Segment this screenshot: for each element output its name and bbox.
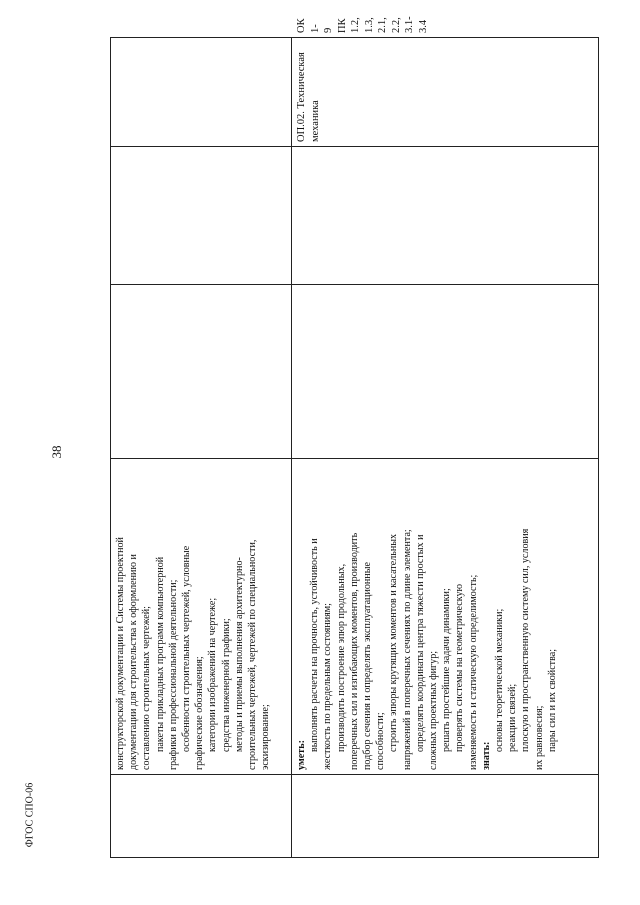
text-line: сложных проектных фигур; — [428, 650, 440, 770]
text-line: решать простейшие задачи динамики; — [441, 588, 453, 752]
text-line: жесткость по предельным состояниям; — [322, 603, 334, 770]
can-list — [308, 463, 480, 770]
hours-cell — [292, 147, 599, 285]
requirements-text — [295, 463, 559, 770]
index-cell — [111, 775, 292, 858]
text-line: напряжений в поперечных сечениях по длине элемента; — [401, 529, 413, 770]
index-cell — [292, 775, 599, 858]
text-line: средства инженерной графики; — [220, 618, 232, 752]
table-row — [111, 38, 292, 858]
text-line: их равновесия; — [533, 705, 545, 770]
footer-standard-code: ФГОС СПО-06 — [24, 782, 36, 848]
text-line: категории изображений на чертеже; — [207, 597, 219, 752]
text-line: проверять системы на геометрическую — [454, 583, 466, 752]
text-line: определять координаты центра тяжести простых и — [414, 534, 426, 752]
requirements-cell — [111, 459, 292, 775]
hours-cell — [111, 285, 292, 459]
discipline-cell — [111, 38, 292, 147]
text-line: строить эпюры крутящих моментов и касательных — [388, 533, 400, 752]
text-line: способности; — [375, 712, 387, 770]
hours-cell — [111, 147, 292, 285]
page-number: 38 — [49, 445, 64, 459]
hours-cell — [292, 285, 599, 459]
text-line: особенности строительных чертежей, условные — [181, 545, 193, 752]
text-line: методы и приемы выполнения архитектурно- — [233, 557, 245, 752]
text-line: производить построение эпюр продольных, — [335, 563, 347, 752]
text-line: графические обозначения; — [194, 656, 206, 770]
text-line: графики в профессиональной деятельности; — [167, 579, 179, 770]
text-line: основы теоретической механики; — [494, 608, 506, 752]
text-line: строительных чертежей, чертежей по специальности, — [247, 539, 259, 770]
text-line: документации для строительства к оформлению и — [128, 554, 140, 770]
requirements-table — [110, 16, 599, 858]
landscape-page — [110, 16, 598, 858]
text-line: составлению строительных чертежей; — [141, 606, 153, 770]
text-line: пары сил и их свойства; — [546, 648, 558, 752]
requirements-cell — [292, 459, 599, 775]
text-line: выполнять расчеты на прочность, устойчивость и — [309, 538, 321, 752]
text-line: изменяемость и статическую определимость; — [467, 574, 479, 770]
discipline-cell: ОП.02. Техническая механика — [292, 38, 599, 147]
text-line: подбор сечения и определять эксплуатационные — [362, 562, 374, 770]
text-line: реакции связей; — [507, 683, 519, 752]
text-line: эскизирование; — [260, 704, 272, 770]
text-line: пакеты прикладных программ компьютерной — [154, 556, 166, 752]
text-line: поперечных сил и изгибающих моментов, производить — [348, 532, 360, 770]
requirements-text — [114, 463, 272, 770]
know-label: знать: — [480, 741, 492, 770]
table-row: уметь: выполнять расчеты на прочность, устойчивость и жесткость по предельным состояниям; производить построение эпюр продольных, поперечных сил и изгибающих моментов, производить подбор сечения и определять эксплуатационные способности; строить эпюры крутящих моментов и касательных напряжений в поперечных сечениях по длине элемента; определять координаты центра тяжести простых и сложных проектных фигур; решать простейшие задачи динамики; проверять системы на геометрическую изменяемость и статическую определимость; знать: основы теоретической механики; реакции связей; плоскую и пространственную систему сил, условия их равновесия; пары сил и их свойства; ОП.02. Техническая механика ОК 1-9 ПК 1.2, 1.3, 2.1, 2.2, 3.1-3.4 — [292, 38, 599, 858]
know-list — [493, 463, 559, 770]
can-label: уметь: — [296, 740, 307, 770]
text-line: конструкторской документации и Системы проектной — [115, 537, 126, 770]
text-line: плоскую и пространственную систему сил, условия — [520, 528, 532, 752]
